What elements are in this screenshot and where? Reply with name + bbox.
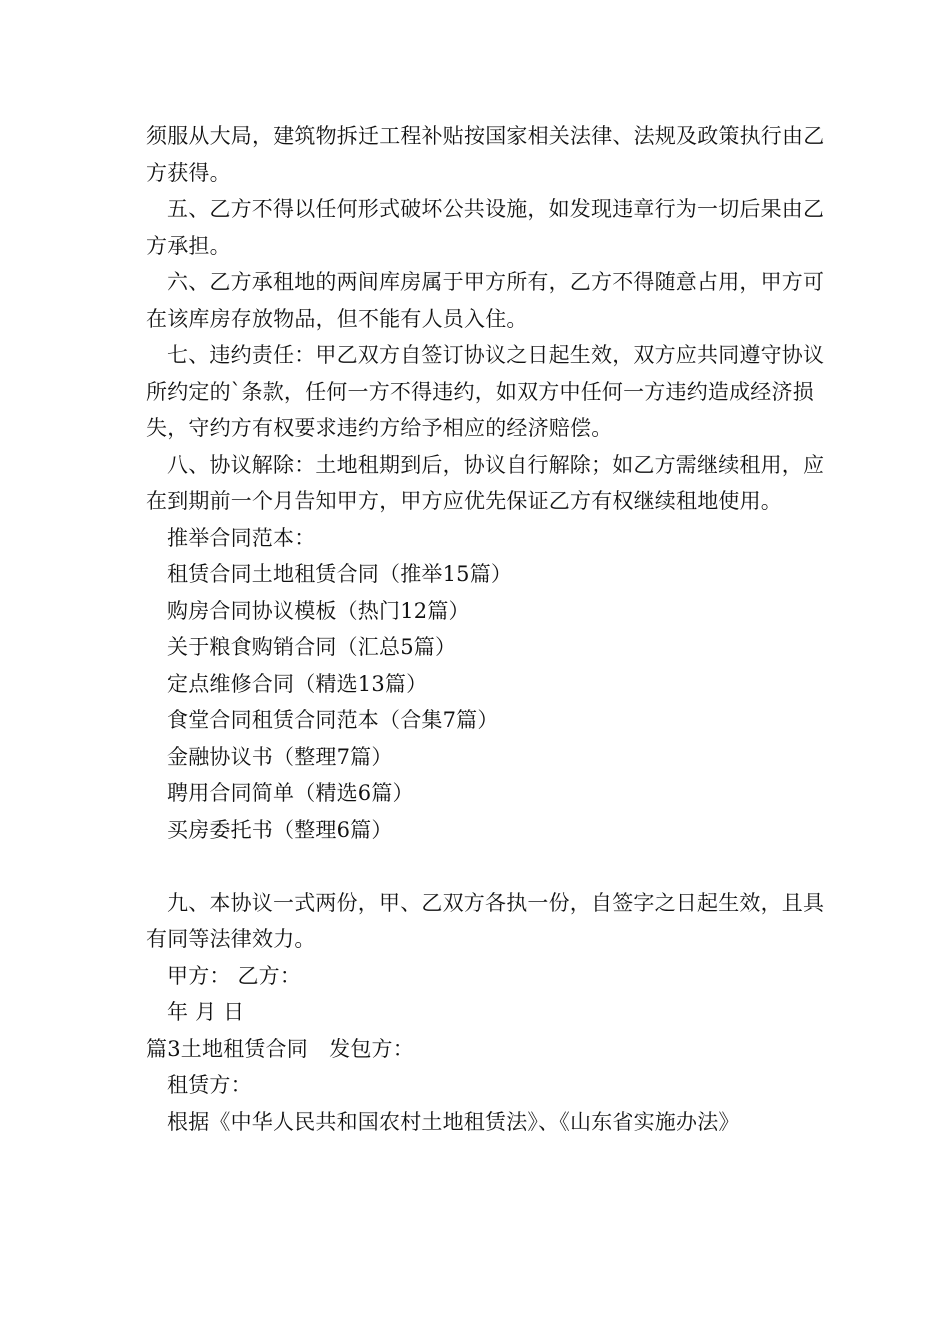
paragraph-clause-nine: 九、本协议一式两份，甲、乙双方各执一份，自签字之日起生效，且具有同等法律效力。 xyxy=(146,890,825,951)
recommend-heading: 推举合同范本： xyxy=(167,525,316,550)
paragraph-clause-five: 五、乙方不得以任何形式破坏公共设施，如发现违章行为一切后果由乙方承担。 xyxy=(146,197,825,258)
paragraph-clause-seven: 七、违约责任：甲乙双方自签订协议之日起生效，双方应共同遵守协议所约定的`条款，任何一方不得违约，如双方中任何一方违约造成经济损失，守约方有权要求违约方给予相应的经济赔偿。 xyxy=(146,343,825,440)
blank-line xyxy=(146,848,826,885)
paragraph-clause-eight: 八、协议解除：土地租期到后，协议自行解除；如乙方需继续租用，应在到期前一个月告知甲方，甲方应优先保证乙方有权继续租地使用。 xyxy=(146,452,825,513)
recommend-link[interactable]: 食堂合同租赁合同范本（合集7篇） xyxy=(167,708,499,732)
basis-line: 根据《中华人民共和国农村土地租赁法》、《山东省实施办法》 xyxy=(167,1109,740,1134)
recommend-link[interactable]: 买房委托书（整理6篇） xyxy=(167,817,393,842)
document-body xyxy=(146,118,826,1140)
recommend-link[interactable]: 购房合同协议模板（热门12篇） xyxy=(167,598,470,623)
section-3-heading: 篇3土地租赁合同 发包方： xyxy=(146,1036,414,1061)
lessee-line: 租赁方： xyxy=(167,1073,252,1097)
signature-line: 甲方： 乙方： xyxy=(167,963,302,988)
recommend-link[interactable]: 金融协议书（整理7篇） xyxy=(167,744,393,769)
recommend-link[interactable]: 聘用合同简单（精选6篇） xyxy=(167,781,414,805)
recommend-link[interactable]: 租赁合同土地租赁合同（推举15篇） xyxy=(167,562,513,586)
paragraph-continuation: 须服从大局，建筑物拆迁工程补贴按国家相关法律、法规及政策执行由乙方获得。 xyxy=(146,124,825,185)
paragraph-clause-six: 六、乙方承租地的两间库房属于甲方所有，乙方不得随意占用，甲方可在该库房存放物品，但不能有人员入住。 xyxy=(146,270,825,331)
date-line: 年 月 日 xyxy=(167,1000,245,1024)
recommend-link[interactable]: 关于粮食购销合同（汇总5篇） xyxy=(167,635,457,659)
recommend-link[interactable]: 定点维修合同（精选13篇） xyxy=(167,671,428,696)
